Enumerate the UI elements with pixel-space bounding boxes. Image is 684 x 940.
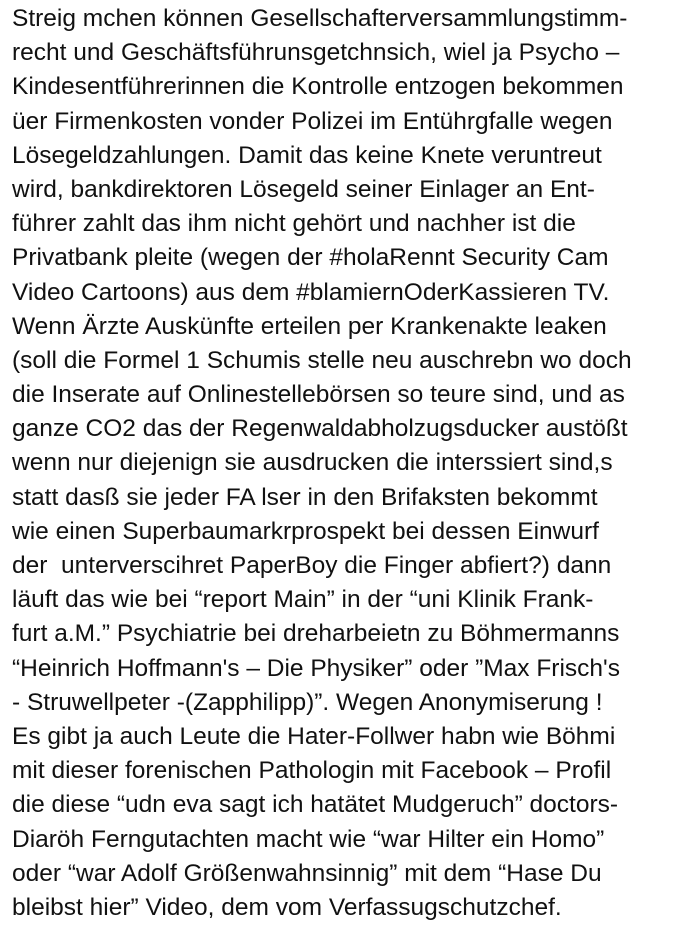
text-line: die Inserate auf Onlinestellebörsen so teure sind, und as [12, 381, 625, 409]
text-line: Wenn Ärzte Auskünfte erteilen per Krankenakte leaken [12, 312, 607, 340]
text-line: (soll die Formel 1 Schumis stelle neu auschrebn wo doch [12, 346, 632, 374]
text-line: führer zahlt das ihm nicht gehört und nachher ist die [12, 210, 576, 238]
text-line: statt dasß sie jeder FA lser in den Brifaksten bekommt [12, 483, 598, 511]
text-line: Streig mchen können Gesellschafterversammlungstimm- [12, 5, 628, 32]
text-line: wie einen Superbaumarkrprospekt bei dessen Einwurf [12, 517, 599, 545]
text-line: üer Firmenkosten vonder Polizei im Entührgfalle wegen [12, 107, 613, 135]
text-line: furt a.M.” Psychiatrie bei dreharbeietn zu Böhmermanns [12, 620, 620, 648]
text-line: recht und Geschäftsführunsgetchnsich, wiel ja Psycho – [12, 39, 620, 67]
text-line: Kindesentführerinnen die Kontrolle entzogen bekommen [12, 73, 624, 101]
text-line: ganze CO2 das der Regenwaldabholzugsducker austößt [12, 415, 628, 443]
body-text [12, 2, 676, 925]
text-line: der unterverscihret PaperBoy die Finger abfiert?) dann [12, 552, 612, 579]
text-line: die diese “udn eva sagt ich hatätet Mudgeruch” doctors- [12, 791, 619, 819]
text-line: mit dieser forenischen Pathologin mit Facebook – Profil [12, 757, 612, 785]
text-line: Diaröh Ferngutachten macht wie “war Hilter ein Homo” [12, 825, 605, 853]
text-line: oder “war Adolf Größenwahnsinnig” mit dem “Hase Du [12, 859, 602, 887]
text-line: Lösegeldzahlungen. Damit das keine Knete veruntreut [12, 141, 602, 169]
text-line: bleibst hier” Video, dem vom Verfassugschutzchef. [12, 893, 562, 921]
text-line: Privatbank pleite (wegen der #holaRennt Security Cam [12, 244, 609, 272]
text-line: wenn nur diejenign sie ausdrucken die interssiert sind,s [12, 449, 613, 477]
text-line: läuft das wie bei “report Main” in der “uni Klinik Frank- [12, 586, 594, 614]
text-line: wird, bankdirektoren Lösegeld seiner Einlager an Ent- [12, 175, 595, 203]
text-line: “Heinrich Hoffmann's – Die Physiker” oder ”Max Frisch's [12, 654, 620, 682]
text-line: Video Cartoons) aus dem #blamiernOderKassieren TV. [12, 278, 610, 306]
text-line: Es gibt ja auch Leute die Hater-Follwer habn wie Böhmi [12, 722, 616, 750]
text-line: - Struwellpeter -(Zapphilipp)”. Wegen Anonymiserung ! [12, 688, 603, 716]
